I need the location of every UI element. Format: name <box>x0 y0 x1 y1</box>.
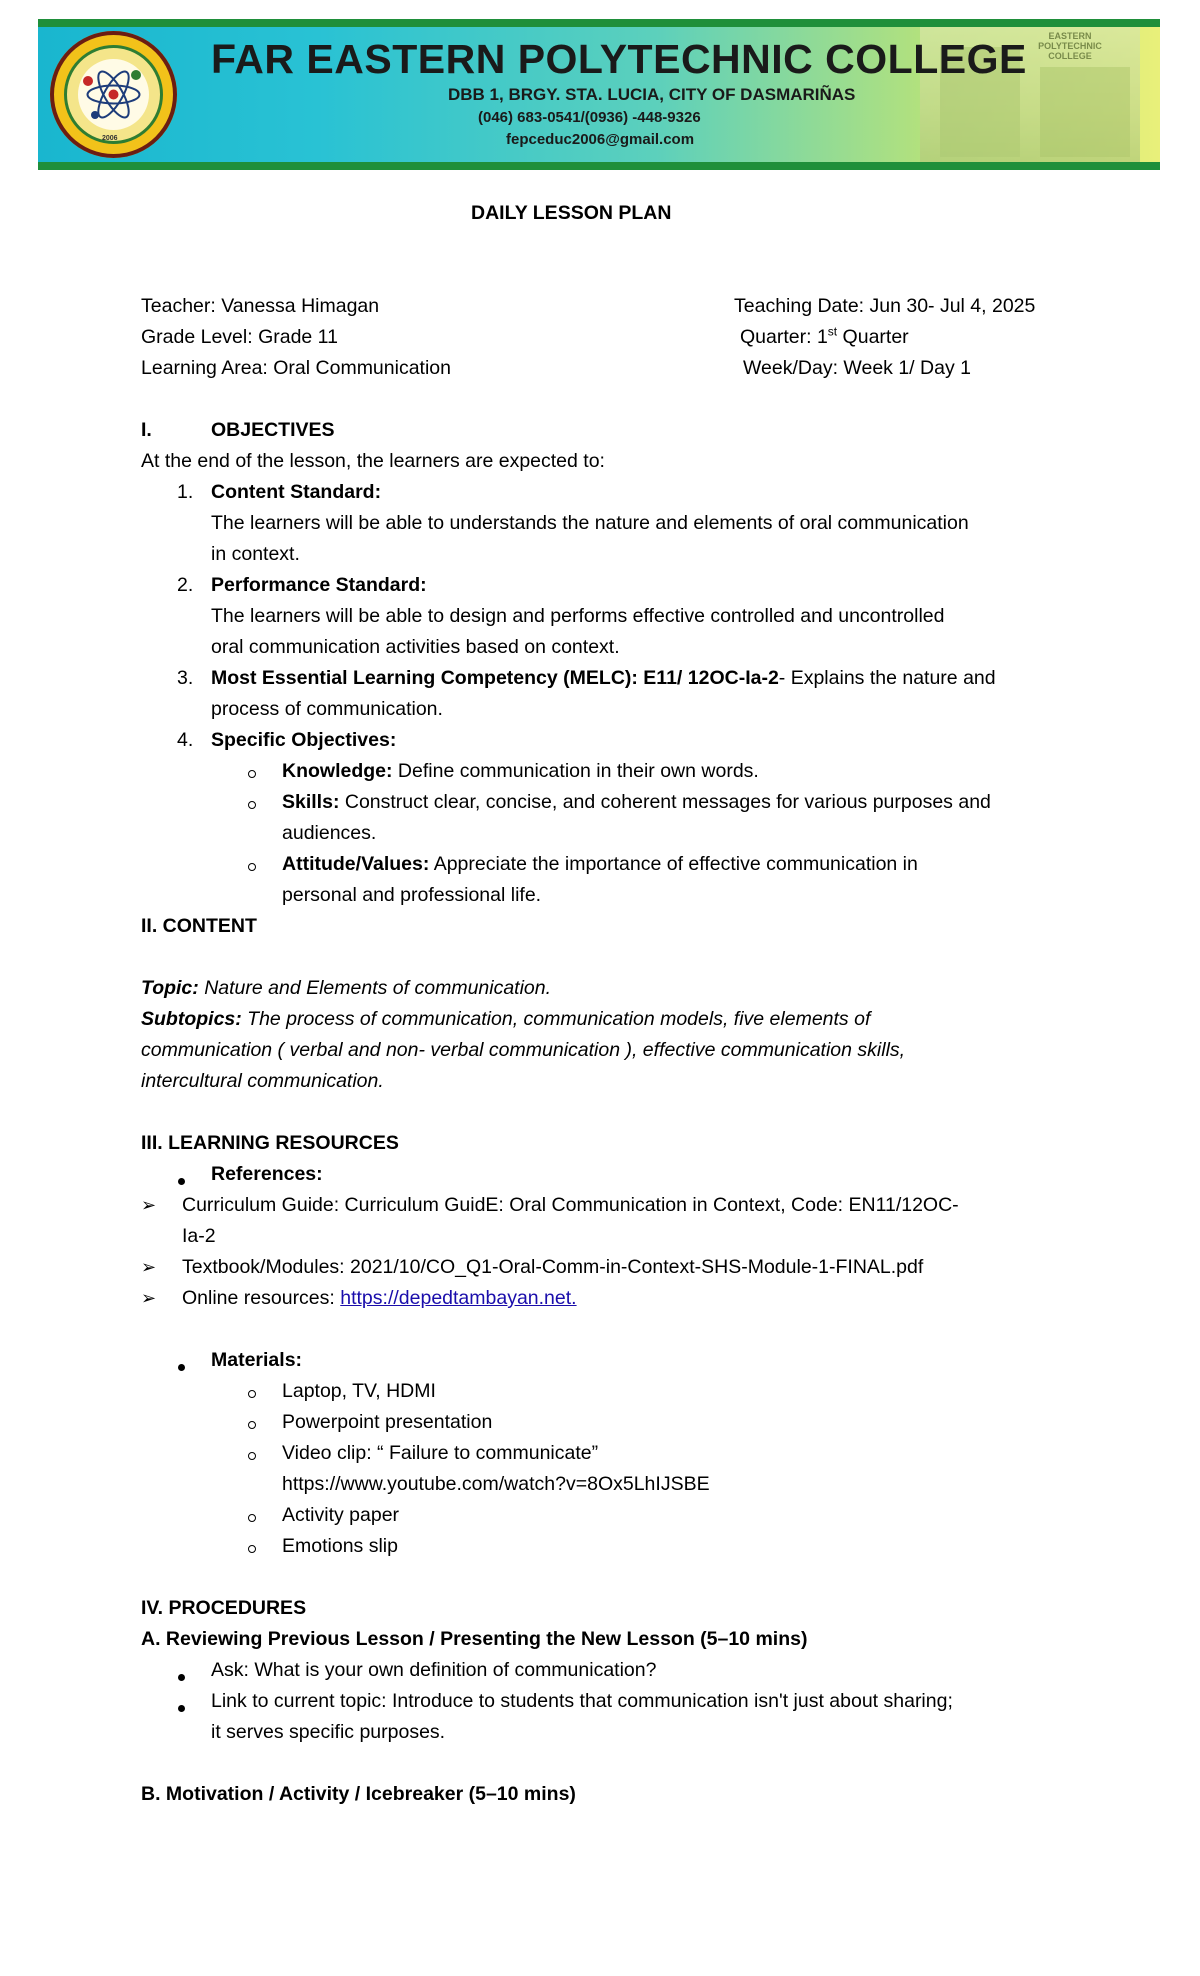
procedure-a-item: Ask: What is your own definition of communication? <box>211 1659 657 1681</box>
objectives-intro: At the end of the lesson, the learners are expected to: <box>141 450 605 472</box>
procedure-a-item-cont: it serves specific purposes. <box>211 1721 446 1743</box>
list-number: 1. <box>177 481 194 503</box>
arrow-bullet-icon: ➢ <box>141 1195 157 1215</box>
arrow-bullet-icon: ➢ <box>141 1288 157 1308</box>
knowledge-objective: Knowledge: Define communication in their own words. <box>282 760 759 782</box>
bullet <box>178 1691 185 1722</box>
material-item: Video clip: “ Failure to communicate” <box>282 1442 599 1464</box>
college-banner <box>38 19 1160 170</box>
attitude-objective: Attitude/Values: Appreciate the importance of effective communication in <box>282 853 918 875</box>
material-item: Laptop, TV, HDMI <box>282 1380 436 1402</box>
resources-heading: III. LEARNING RESOURCES <box>141 1132 399 1154</box>
procedure-a-item: Link to current topic: Introduce to students that communication isn't just about sharing; <box>211 1690 953 1712</box>
circle-bullet <box>248 850 256 881</box>
materials-label: Materials: <box>211 1349 303 1371</box>
subtopics-line-cont: intercultural communication. <box>141 1070 384 1092</box>
bullet <box>178 1350 185 1381</box>
material-item: Activity paper <box>282 1504 400 1526</box>
college-email: fepceduc2006@gmail.com <box>506 131 695 148</box>
subtopics-line: Subtopics: The process of communication, communication models, five elements of <box>141 1008 871 1030</box>
melc-text: - Explains the nature and <box>778 667 996 689</box>
content-standard-label: Content Standard: <box>211 481 382 503</box>
topic-line: Topic: Nature and Elements of communication. <box>141 977 552 999</box>
attitude-objective-cont: personal and professional life. <box>282 884 542 906</box>
teaching-date-info: Teaching Date: Jun 30- Jul 4, 2025 <box>734 295 1036 317</box>
arrow-bullet-icon: ➢ <box>141 1257 157 1277</box>
list-number: 3. <box>177 667 194 689</box>
circle-bullet <box>248 1501 256 1532</box>
logo-year: 2006 <box>102 135 118 142</box>
college-address: DBB 1, BRGY. STA. LUCIA, CITY OF DASMARIÑAS <box>448 85 856 104</box>
skills-objective: Skills: Construct clear, concise, and coherent messages for various purposes and <box>282 791 991 813</box>
content-standard-text: The learners will be able to understands the nature and elements of oral communication <box>211 512 969 534</box>
melc-label: Most Essential Learning Competency (MELC): E11/ 12OC-Ia-2 <box>211 667 779 689</box>
objectives-numeral: I. <box>141 419 152 441</box>
bullet <box>178 1660 185 1691</box>
learning-area-info: Learning Area: Oral Communication <box>141 357 451 379</box>
material-item: Emotions slip <box>282 1535 398 1557</box>
circle-bullet <box>248 757 256 788</box>
week-day-info: Week/Day: Week 1/ Day 1 <box>743 357 971 379</box>
college-logo <box>50 31 177 158</box>
procedure-b-heading: B. Motivation / Activity / Icebreaker (5–10 mins) <box>141 1783 576 1805</box>
circle-bullet <box>248 1408 256 1439</box>
page-title: DAILY LESSON PLAN <box>471 202 672 224</box>
performance-standard-text: The learners will be able to design and performs effective controlled and uncontrolled <box>211 605 945 627</box>
material-item: Powerpoint presentation <box>282 1411 493 1433</box>
circle-bullet <box>248 788 256 819</box>
list-number: 4. <box>177 729 194 751</box>
depedtambayan-link[interactable]: https://depedtambayan.net. <box>340 1287 577 1309</box>
procedure-a-heading: A. Reviewing Previous Lesson / Presenting the New Lesson (5–10 mins) <box>141 1628 808 1650</box>
grade-level-info: Grade Level: Grade 11 <box>141 326 338 348</box>
circle-bullet <box>248 1377 256 1408</box>
reference-curriculum-guide-cont: Ia-2 <box>182 1225 216 1247</box>
skills-objective-cont: audiences. <box>282 822 377 844</box>
circle-bullet <box>248 1532 256 1563</box>
reference-textbook: Textbook/Modules: 2021/10/CO_Q1-Oral-Comm-in-Context-SHS-Module-1-FINAL.pdf <box>182 1256 924 1278</box>
procedures-heading: IV. PROCEDURES <box>141 1597 307 1619</box>
college-name: FAR EASTERN POLYTECHNIC COLLEGE <box>211 36 1027 82</box>
reference-curriculum-guide: Curriculum Guide: Curriculum GuidE: Oral Communication in Context, Code: EN11/12OC- <box>182 1194 959 1216</box>
list-number: 2. <box>177 574 194 596</box>
circle-bullet <box>248 1439 256 1470</box>
content-heading: II. CONTENT <box>141 915 257 937</box>
melc-item <box>211 663 996 694</box>
content-standard-text-cont: in context. <box>211 543 300 565</box>
performance-standard-text-cont: oral communication activities based on context. <box>211 636 620 658</box>
material-item-cont: https://www.youtube.com/watch?v=8Ox5LhIJSBE <box>282 1473 710 1495</box>
melc-text-cont: process of communication. <box>211 698 443 720</box>
building-sign: EASTERN POLYTECHNIC COLLEGE <box>1038 31 1102 61</box>
teacher-info: Teacher: Vanessa Himagan <box>141 295 380 317</box>
specific-objectives-label: Specific Objectives: <box>211 729 397 751</box>
college-phone: (046) 683-0541/(0936) -448-9326 <box>478 109 701 126</box>
subtopics-line-cont: communication ( verbal and non- verbal communication ), effective communication skills, <box>141 1039 906 1061</box>
reference-online: Online resources: https://depedtambayan.net. <box>182 1287 577 1309</box>
performance-standard-label: Performance Standard: <box>211 574 427 596</box>
quarter-info: Quarter: 1st Quarter <box>740 324 909 348</box>
references-label: References: <box>211 1163 323 1185</box>
objectives-heading: OBJECTIVES <box>211 419 335 441</box>
